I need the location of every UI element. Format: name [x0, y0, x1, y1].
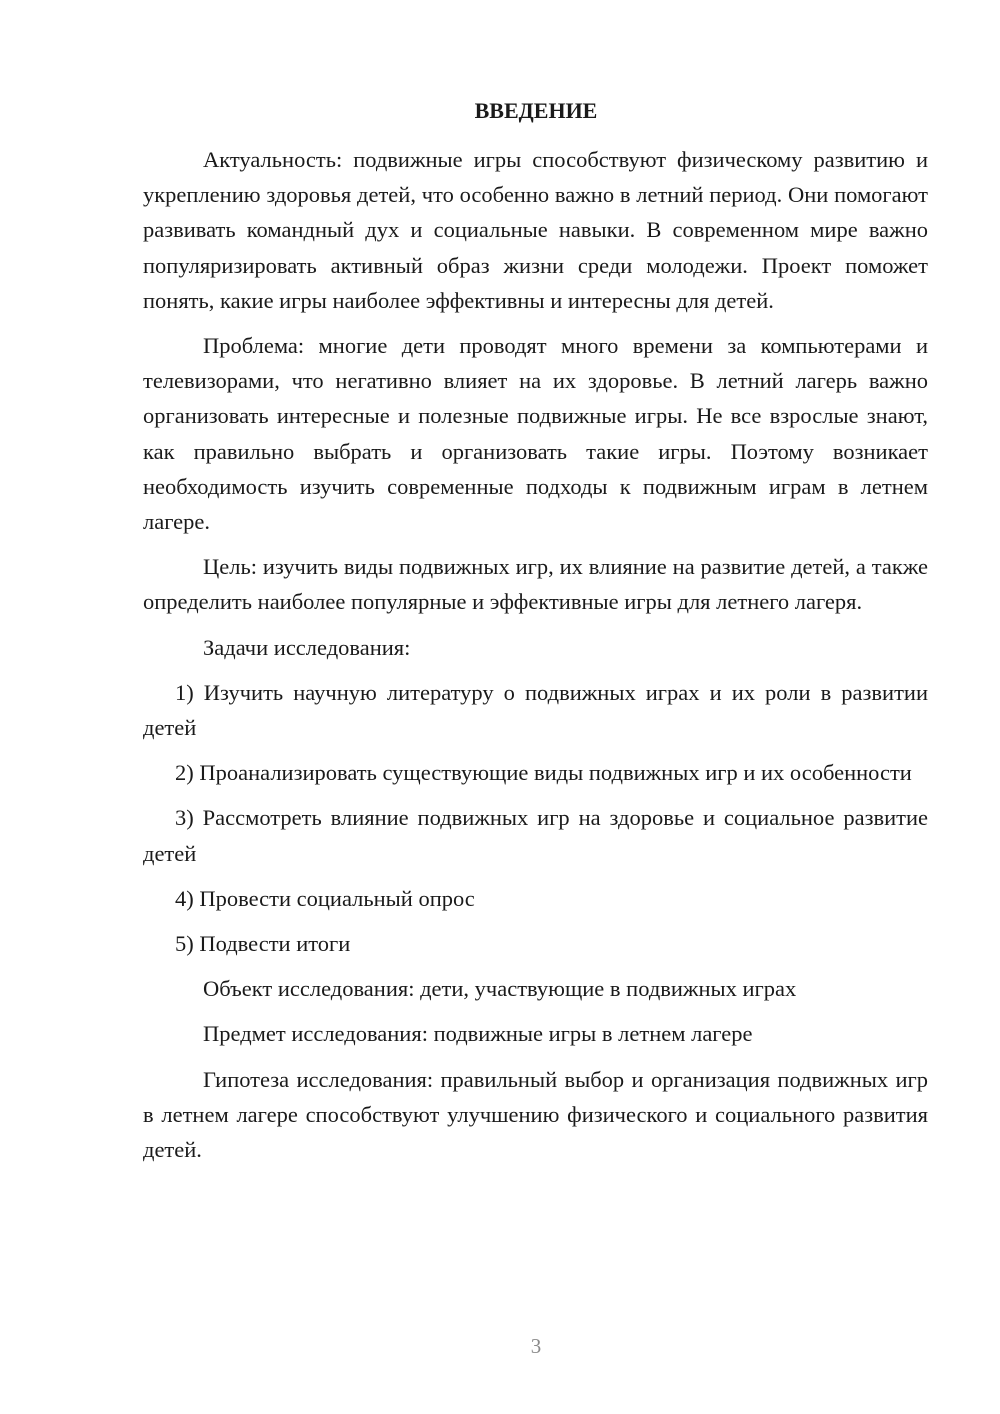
document-body — [143, 142, 928, 1177]
task-item: 5) Подвести итоги — [175, 931, 351, 957]
task-item: 4) Провести социальный опрос — [175, 885, 475, 911]
tasks-heading: Задачи исследования: — [203, 634, 411, 660]
page-title: ВВЕДЕНИЕ — [474, 98, 598, 123]
paragraph-goal: Цель: изучить виды подвижных игр, их влияние на развитие детей, а также определить наиболее популярные и эффективные игры для летнего лагеря. — [143, 554, 928, 615]
page-number: 3 — [530, 1334, 542, 1358]
paragraph-relevance: Актуальность: подвижные игры способствуют физическому развитию и укреплению здоровья детей, что особенно важно в летний период. Они помогают развивать командный дух и социальные навыки. В современном мире важно популяризировать активный образ жизни среди молодежи. Проект поможет понять, какие игры наиболее эффективны и интересны для детей. — [143, 147, 928, 313]
task-item: 3) Рассмотреть влияние подвижных игр на здоровье и социальное развитие детей — [143, 805, 928, 866]
paragraph-problem: Проблема: многие дети проводят много времени за компьютерами и телевизорами, что негативно влияет на их здоровье. В летний лагерь важно организовать интересные и полезные подвижные игры. Не все взрослые знают, как правильно выбрать и организовать такие игры. Поэтому возникает необходимость изучить современные подходы к подвижным играм в летнем лагере. — [143, 333, 928, 535]
paragraph-object: Объект исследования: дети, участвующие в подвижных играх — [203, 976, 797, 1002]
task-item: 1) Изучить научную литературу о подвижных играх и их роли в развитии детей — [143, 679, 928, 741]
paragraph-subject: Предмет исследования: подвижные игры в летнем лагере — [203, 1021, 753, 1047]
paragraph-hypothesis: Гипотеза исследования: правильный выбор и организация подвижных игр в летнем лагере способствуют улучшению физического и социального развития детей. — [143, 1066, 928, 1163]
task-item: 2) Проанализировать существующие виды подвижных игр и их особенности — [175, 760, 912, 786]
